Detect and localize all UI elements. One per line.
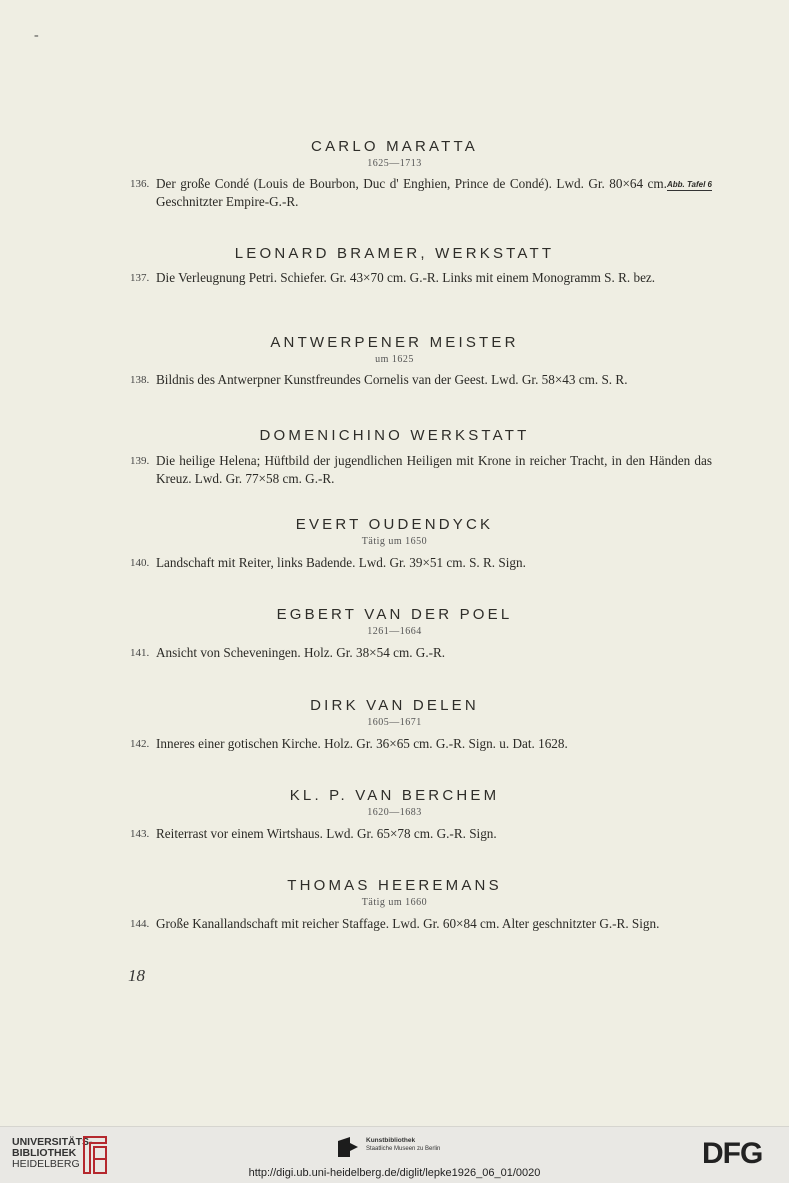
entry-text: Bildnis des Antwerpner Kunstfreundes Cornelis van der Geest. Lwd. Gr. 58×43 cm. S. R. bbox=[156, 372, 628, 387]
ub-logo-line2: BIBLIOTHEK bbox=[12, 1147, 77, 1159]
page-number: 18 bbox=[128, 966, 145, 985]
artist-section-maratta bbox=[0, 138, 789, 211]
catalog-entry bbox=[130, 915, 712, 933]
artist-heading: KL. P. VAN BERCHEM bbox=[289, 787, 500, 804]
artist-section-domenichino bbox=[0, 427, 789, 488]
entry-text: Abb. Tafel 6 Der große Condé (Louis de Bourbon, Duc d' Enghien, Prince de Condé). Lwd. Gr. 80×64 cm. Geschnitzter Empire-G.-R. bbox=[156, 176, 712, 209]
artist-heading: CARLO MARATTA bbox=[311, 138, 478, 155]
catalog-entry bbox=[130, 175, 712, 211]
entry-number: 143. bbox=[130, 828, 150, 840]
artist-dates: um 1625 bbox=[375, 354, 414, 365]
entry-text: Reiterrast vor einem Wirtshaus. Lwd. Gr. 65×78 cm. G.-R. Sign. bbox=[156, 826, 497, 841]
entry-text: Die Verleugnung Petri. Schiefer. Gr. 43×70 cm. G.-R. Links mit einem Monogramm S. R. bez. bbox=[156, 270, 656, 285]
artist-section-heeremans bbox=[0, 877, 789, 933]
artist-section-antwerpener bbox=[0, 334, 789, 389]
kunstbibliothek-label[interactable] bbox=[366, 1137, 440, 1153]
entry-number: 137. bbox=[130, 272, 150, 284]
artist-dates: 1605—1671 bbox=[367, 717, 422, 728]
catalog-entry bbox=[130, 825, 712, 843]
artist-section-bramer bbox=[0, 245, 789, 287]
catalog-entry bbox=[130, 735, 712, 753]
plate-reference[interactable]: Abb. Tafel 6 bbox=[666, 180, 712, 189]
entry-number: 139. bbox=[130, 455, 150, 467]
artist-heading: ANTWERPENER MEISTER bbox=[270, 334, 519, 351]
entry-text: Große Kanallandschaft mit reicher Staffage. Lwd. Gr. 60×84 cm. Alter geschnitzter G.-R. Sign. bbox=[156, 916, 660, 931]
catalog-entry bbox=[130, 554, 712, 572]
artist-heading: EGBERT VAN DER POEL bbox=[276, 606, 513, 623]
artist-section-van-berchem bbox=[0, 787, 789, 843]
entry-number: 138. bbox=[130, 374, 150, 386]
artist-dates: Tätig um 1650 bbox=[361, 536, 428, 547]
ub-logo-line3: HEIDELBERG bbox=[12, 1158, 80, 1170]
artist-section-van-delen bbox=[0, 697, 789, 753]
artist-heading: DOMENICHINO WERKSTATT bbox=[259, 427, 530, 444]
kunstbibliothek-logo-icon bbox=[336, 1135, 360, 1159]
catalog-entry bbox=[130, 269, 712, 287]
dfg-logo[interactable]: DFG bbox=[702, 1137, 763, 1170]
artist-heading: THOMAS HEEREMANS bbox=[287, 877, 502, 894]
entry-text: Ansicht von Scheveningen. Holz. Gr. 38×54 cm. G.-R. bbox=[156, 645, 446, 660]
entry-number: 142. bbox=[130, 738, 150, 750]
catalog-entry bbox=[130, 371, 712, 389]
artist-section-van-der-poel bbox=[0, 606, 789, 662]
artist-dates: 1261—1664 bbox=[367, 626, 422, 637]
kb-line1: Kunstbibliothek bbox=[366, 1137, 416, 1144]
catalog-entry bbox=[130, 452, 712, 488]
artist-dates: 1625—1713 bbox=[367, 158, 422, 169]
source-url[interactable]: http://digi.ub.uni-heidelberg.de/diglit/lepke1926_06_01/0020 bbox=[248, 1167, 541, 1179]
entry-number: 141. bbox=[130, 647, 150, 659]
catalog-entry bbox=[130, 644, 712, 662]
artist-dates: 1620—1683 bbox=[367, 807, 422, 818]
entry-text: Inneres einer gotischen Kirche. Holz. Gr. 36×65 cm. G.-R. Sign. u. Dat. 1628. bbox=[156, 736, 568, 751]
artist-heading: LEONARD BRAMER, WERKSTATT bbox=[234, 245, 555, 262]
entry-number: 144. bbox=[130, 918, 150, 930]
artist-heading: DIRK VAN DELEN bbox=[310, 697, 479, 714]
ub-logo-line1: UNIVERSITÄTS- bbox=[12, 1136, 93, 1148]
artist-heading: EVERT OUDENDYCK bbox=[295, 516, 494, 533]
entry-number: 136. bbox=[130, 178, 150, 190]
artist-dates: Tätig um 1660 bbox=[361, 897, 428, 908]
entry-text: Die heilige Helena; Hüftbild der jugendlichen Heiligen mit Krone in reicher Tracht, in den Händen das Kreuz. Lwd. Gr. 77×58 cm. G.-R. bbox=[156, 453, 712, 486]
corner-mark: - bbox=[34, 28, 39, 43]
artist-section-oudendyck bbox=[0, 516, 789, 572]
entry-text: Landschaft mit Reiter, links Badende. Lwd. Gr. 39×51 cm. S. R. Sign. bbox=[156, 555, 526, 570]
entry-number: 140. bbox=[130, 557, 150, 569]
kb-line2: Staatliche Museen zu Berlin bbox=[366, 1146, 441, 1152]
